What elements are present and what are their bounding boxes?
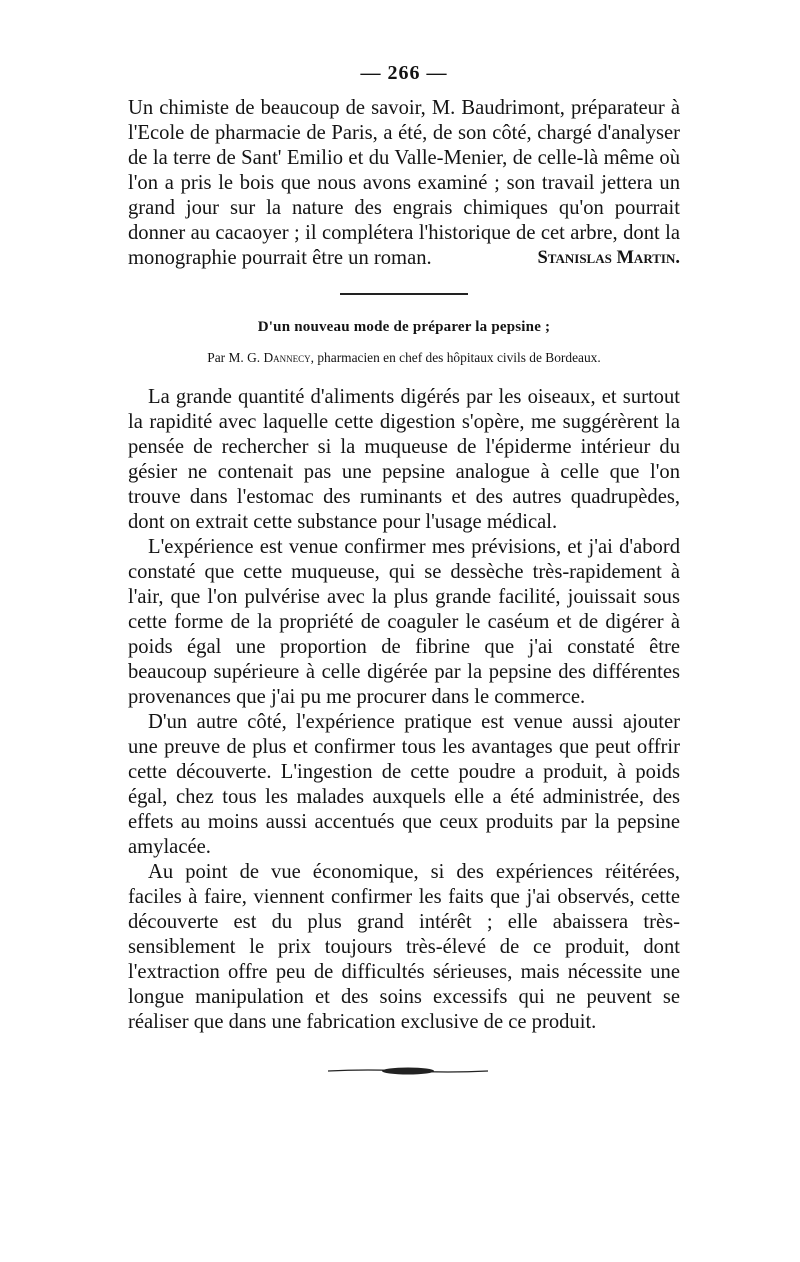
article-title: D'un nouveau mode de préparer la pepsine ;	[257, 319, 551, 335]
article-body	[128, 385, 680, 1035]
byline-suffix: pharmacien en chef des hôpitaux civils de Bordeaux.	[317, 350, 601, 365]
author-signature: Stanislas Martin.	[537, 248, 680, 268]
document-page	[128, 58, 680, 1082]
body-paragraph: Au point de vue économique, si des expériences réitérées, faciles à faire, viennent confirmer les faits que j'ai observés, cette découverte est du plus grand intérêt ; elle abaissera très-sensiblement le prix toujours très-élevé de ce produit, dont l'extraction offre peu de difficultés sérieuses, mais nécessite une longue manipulation et des soins excessifs qui ne peuvent se réaliser que dans une fabrication exclusive de ce produit.	[128, 861, 680, 1033]
byline-author: Dannecy,	[263, 350, 314, 365]
body-paragraph: D'un autre côté, l'expérience pratique est venue aussi ajouter une preuve de plus et confirmer tous les avantages que peut offrir cette découverte. L'ingestion de cette poudre a produit, à poids égal, chez tous les malades auxquels elle a été administrée, des effets au moins aussi accentués que ceux produits par la pepsine amylacée.	[128, 711, 680, 858]
article-byline	[128, 349, 680, 367]
byline-prefix: Par M. G.	[207, 350, 261, 365]
end-ornament	[328, 1065, 488, 1077]
page-number: — 266 —	[360, 62, 448, 84]
body-paragraph: L'expérience est venue confirmer mes prévisions, et j'ai d'abord constaté que cette muqueuse, qui se dessèche très-rapidement à l'air, que l'on pulvérise avec la plus grande facilité, jouissait sous cette forme de la propriété de coaguler le caséum et de digérer à poids égal une proportion de fibrine que j'ai constaté être beaucoup supérieure à celle digérée par la pepsine des différentes provenances que j'ai pu me procurer dans le commerce.	[128, 536, 680, 708]
intro-paragraph: Un chimiste de beaucoup de savoir, M. Baudrimont, préparateur à l'Ecole de pharmacie de Paris, a été, de son côté, chargé d'analyser de la terre de Sant' Emilio et du Valle-Menier, de celle-là même où l'on a pris le bois que nous avons examiné ; son travail jettera un grand jour sur la nature des engrais chimiques qu'on pourrait donner au cacaoyer ; il complétera l'historique de cet arbre, dont la monographie pourrait être un roman.	[128, 97, 680, 269]
body-paragraph: La grande quantité d'aliments digérés par les oiseaux, et surtout la rapidité avec laquelle cette digestion s'opère, me suggérèrent la pensée de rechercher si la muqueuse de l'épiderme intérieur du gésier ne contenait pas une pepsine analogue à celle que l'on trouve dans l'estomac des ruminants et des autres quadrupèdes, dont on extrait cette substance pour l'usage médical.	[128, 386, 680, 533]
section-divider	[340, 293, 468, 295]
